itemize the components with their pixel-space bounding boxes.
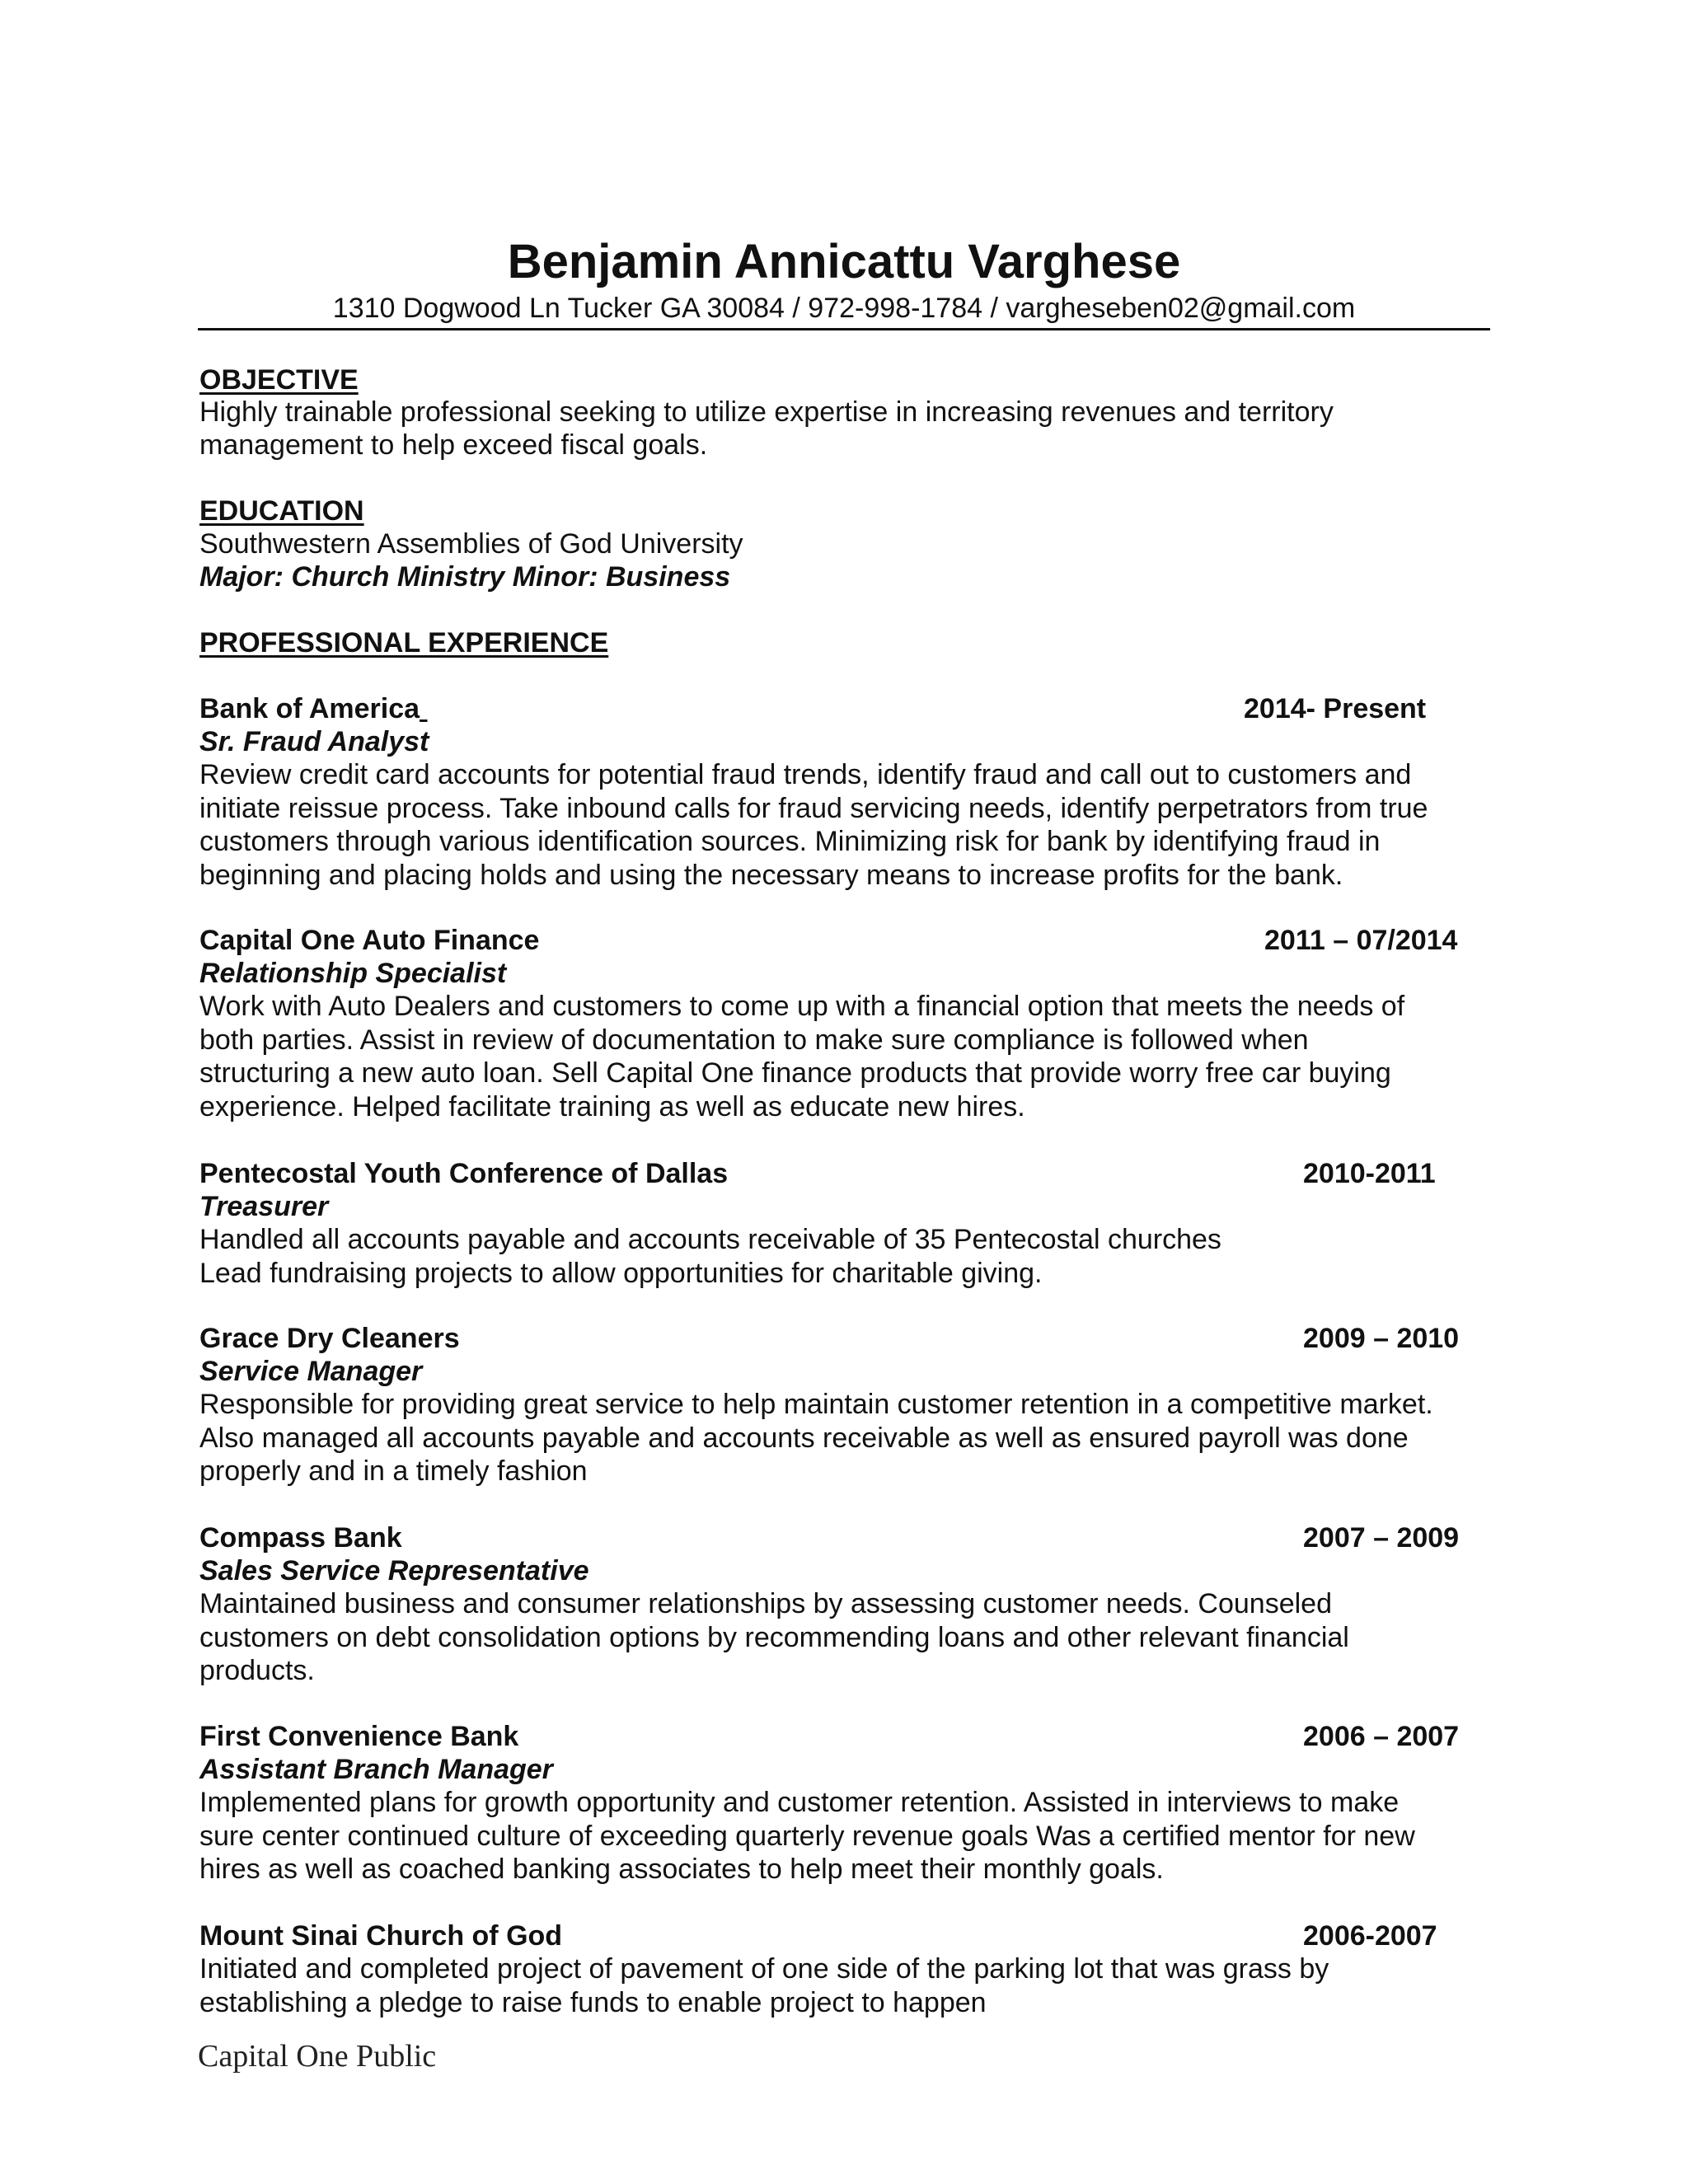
education-heading: EDUCATION [199, 495, 364, 527]
job-dates: 2014- Present [1244, 693, 1427, 724]
document-classification-footer: Capital One Public [198, 2039, 437, 2074]
job-title: Assistant Branch Manager [199, 1754, 553, 1785]
job-company: Mount Sinai Church of God [199, 1920, 563, 1952]
education-school: Southwestern Assemblies of God University [199, 528, 743, 560]
job-description: Maintained business and consumer relationships by assessing customer needs. Counseled customers on debt consolidation options by recommending loans and other relevant financial products. [199, 1588, 1349, 1686]
job-company: First Convenience Bank [199, 1721, 519, 1752]
job-company: Grace Dry Cleaners [199, 1323, 460, 1354]
job-description: Review credit card accounts for potential fraud trends, identify fraud and call out to customers and initiate reissue process. Take inbound calls for fraud servicing needs, identify perpetrators from true customers through various identification sources. Minimizing risk for bank by identifying fraud in beginning and placing holds and using the necessary means to increase profits for the bank. [199, 759, 1428, 891]
job-title: Sr. Fraud Analyst [199, 726, 429, 757]
job-description: Initiated and completed project of pavement of one side of the parking lot that was grass by establishing a pledge to raise funds to enable project to happen [199, 1953, 1329, 2018]
job-company: Bank of America [199, 693, 420, 724]
job-company: Compass Bank [199, 1522, 402, 1554]
objective-heading: OBJECTIVE [199, 364, 359, 396]
education-major: Major: Church Ministry Minor: Business [199, 561, 731, 593]
job-title: Relationship Specialist [199, 958, 507, 989]
job-description: Implemented plans for growth opportunity and customer retention. Assisted in interviews to make sure center continued culture of exceeding quarterly revenue goals Was a certified mentor for new hires as well as coached banking associates to help meet their monthly goals. [199, 1787, 1415, 1885]
job-description: Responsible for providing great service to help maintain customer retention in a competitive market. Also managed all accounts payable and accounts receivable as well as ensured payroll was done properly and in a timely fashion [199, 1389, 1433, 1487]
job-title: Service Manager [199, 1356, 423, 1387]
objective-line-1: Highly trainable professional seeking to utilize expertise in increasing revenues and territory [199, 396, 1334, 428]
job-description: Handled all accounts payable and accounts receivable of 35 Pentecostal churches Lead fundraising projects to allow opportunities for charitable giving. [199, 1224, 1221, 1289]
job-company: Capital One Auto Finance [199, 925, 540, 956]
job-company: Pentecostal Youth Conference of Dallas [199, 1158, 729, 1189]
objective-line-2: management to help exceed fiscal goals. [199, 429, 708, 461]
contact-info: 1310 Dogwood Ln Tucker GA 30084 / 972-998-1784 / vargheseben02@gmail.com [332, 293, 1356, 324]
job-dates: 2009 – 2010 [1303, 1323, 1460, 1354]
job-title: Sales Service Representative [199, 1555, 589, 1586]
job-title: Treasurer [199, 1191, 329, 1222]
job-dates: 2010-2011 [1303, 1158, 1436, 1189]
job-description: Work with Auto Dealers and customers to come up with a financial option that meets the needs of both parties. Assist in review of documentation to make sure compliance is followed when structuring a new auto loan. Sell Capital One finance products that provide worry free car buying experience. Helped facilitate training as well as educate new hires. [199, 991, 1405, 1122]
job-dates: 2007 – 2009 [1303, 1522, 1460, 1554]
job-dates: 2006-2007 [1303, 1920, 1437, 1952]
header-divider [198, 328, 1490, 330]
job-dates: 2006 – 2007 [1303, 1721, 1460, 1752]
candidate-name: Benjamin Annicattu Varghese [507, 235, 1181, 288]
job-dates: 2011 – 07/2014 [1264, 925, 1458, 956]
experience-heading: PROFESSIONAL EXPERIENCE [199, 627, 609, 658]
